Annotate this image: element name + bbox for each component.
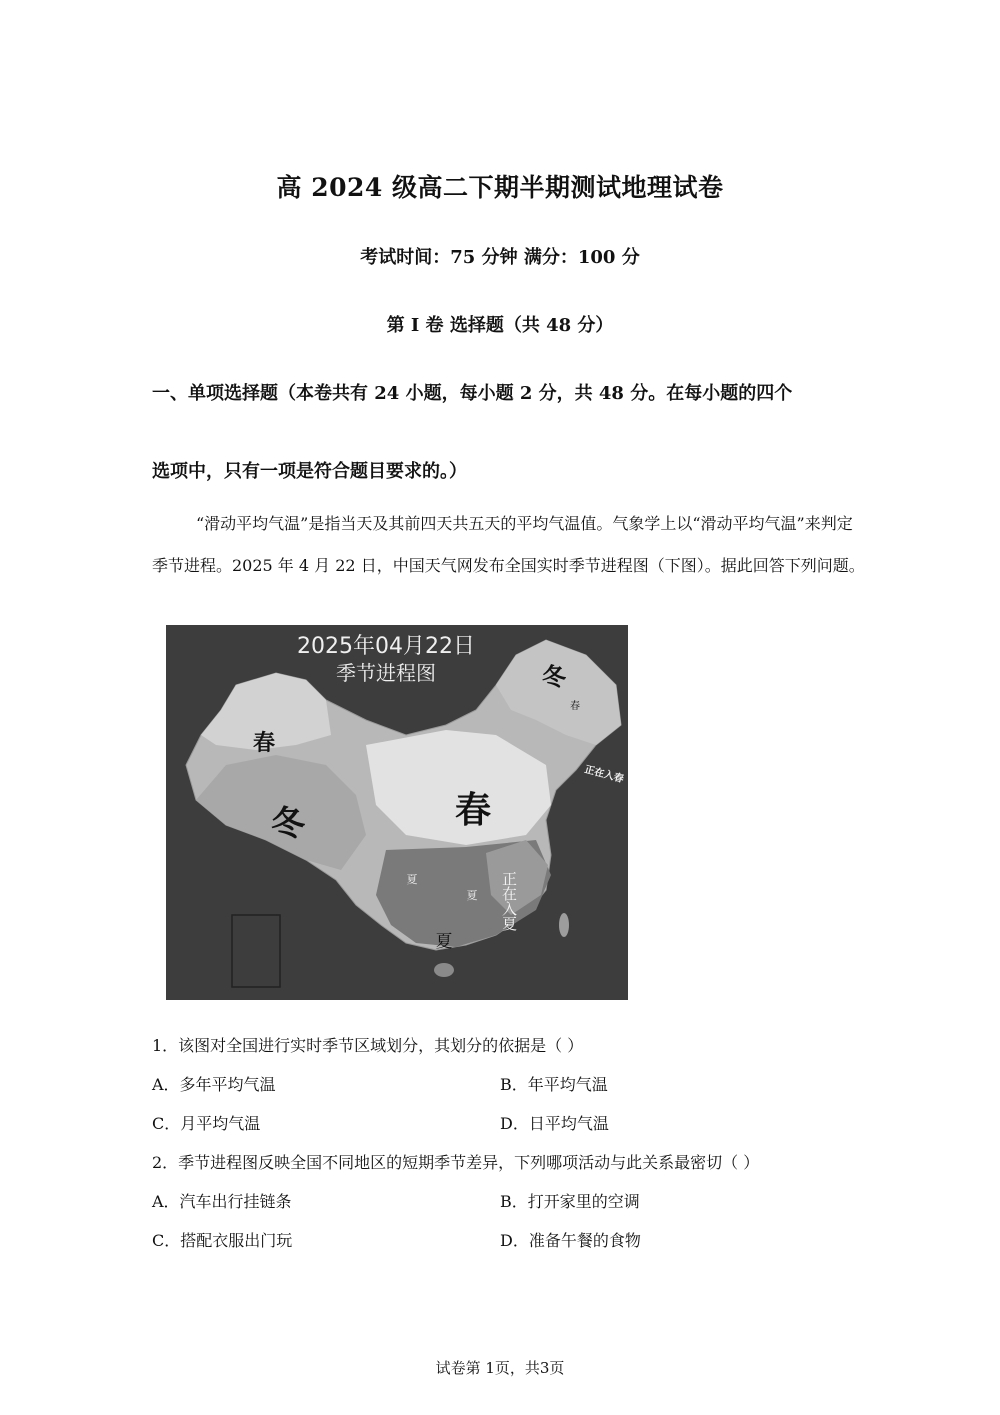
exam-title: 高 2024 级高二下期半期测试地理试卷	[276, 173, 724, 202]
label-entering-summer: 正在入夏	[500, 871, 518, 931]
section-heading-line1: 一、单项选择题（本卷共有 24 小题，每小题 2 分，共 48 分。在每小题的四个	[152, 383, 793, 404]
section-heading-line2: 选项中，只有一项是符合题目要求的。）	[152, 461, 467, 482]
question-2-option-c: C．搭配衣服出门玩	[152, 1231, 293, 1250]
question-2-stem: 2．季节进程图反映全国不同地区的短期季节差异，下列哪项活动与此关系最密切（ ）	[152, 1153, 760, 1172]
passage-text: “滑动平均气温”是指当天及其前四天共五天的平均气温值。气象学上以“滑动平均气温”来判定季节进程。2025 年 4 月 22 日，中国天气网发布全国实时季节进程图（下图）。据此回答下列问题。	[152, 514, 865, 575]
question-2-option-b: B．打开家里的空调	[500, 1192, 640, 1211]
question-1-option-d: D．日平均气温	[500, 1114, 609, 1133]
label-summer-south: 夏	[435, 932, 453, 952]
question-1-option-c: C．月平均气温	[152, 1114, 261, 1133]
label-spring-northeast-small: 春	[570, 701, 580, 712]
map-title-line1: 2025年04月22日	[297, 634, 475, 659]
exam-info: 考试时间：75 分钟 满分：100 分	[360, 247, 640, 268]
label-entering-spring: 正在入春	[583, 764, 625, 786]
label-spring-northwest: 春	[252, 731, 276, 756]
season-progress-map	[166, 625, 628, 1000]
question-1-option-b: B．年平均气温	[500, 1075, 608, 1094]
part-heading: 第 I 卷 选择题（共 48 分）	[386, 315, 614, 336]
question-1-option-a: A．多年平均气温	[152, 1075, 276, 1094]
question-2-option-a: A．汽车出行挂链条	[152, 1192, 292, 1211]
label-summer-2: 夏	[466, 889, 478, 902]
label-winter-northeast: 冬	[542, 663, 566, 691]
label-winter-tibet: 冬	[271, 804, 305, 844]
page-footer: 试卷第 1页，共3页	[435, 1359, 565, 1377]
question-1-stem: 1．该图对全国进行实时季节区域划分，其划分的依据是（ ）	[152, 1036, 584, 1055]
label-spring-center: 春	[454, 790, 492, 831]
question-2-option-d: D．准备午餐的食物	[500, 1231, 641, 1250]
map-title-line2: 季节进程图	[336, 661, 436, 685]
label-summer-1: 夏	[406, 873, 418, 886]
china-map-graphic	[166, 625, 628, 1000]
